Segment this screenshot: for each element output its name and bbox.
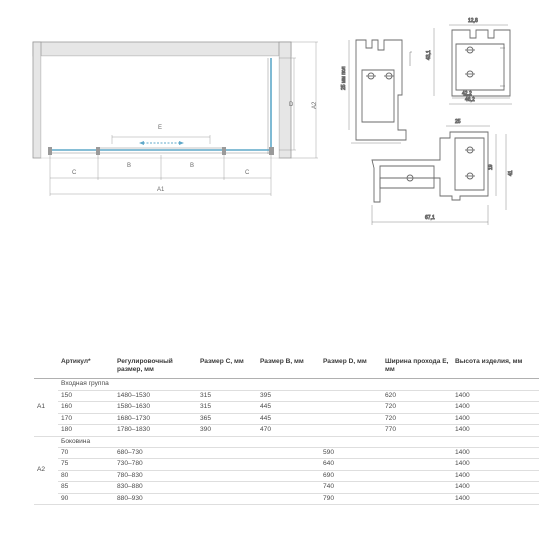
cell [382,459,452,470]
table-row [34,390,539,401]
cell [197,482,257,493]
cell: 90 [58,493,114,504]
cell: 690 [320,470,382,481]
cell [197,470,257,481]
header-height: Высота изделия, мм [455,358,523,365]
cell: 160 [58,402,114,413]
table-row [34,482,539,493]
dim-43-1: 43,1 [426,50,432,60]
profile-top-right [426,18,512,104]
cell: 1680–1730 [114,413,197,424]
section-title: Боковина [58,436,539,447]
wall-top [33,42,291,56]
cell [257,447,320,458]
dim-41: 41 [508,170,514,176]
header-size-d: Размер D, мм [323,358,367,365]
cell: 1480–1530 [114,390,197,401]
cell: 445 [257,402,320,413]
cell: 1780–1830 [114,425,197,436]
cell: 1400 [452,425,539,436]
cell [197,447,257,458]
dim-19: 19 [488,164,494,170]
cell: 1400 [452,413,539,424]
dim-c-right: C [245,170,250,176]
cell: 1400 [452,390,539,401]
cell: 720 [382,413,452,424]
dim-floor-label: 25 мм пол [341,66,347,90]
cell [257,459,320,470]
cell: 590 [320,447,382,458]
plan-view [33,42,318,196]
cell: 770 [382,425,452,436]
wall-right [279,42,291,158]
cell [197,493,257,504]
cell: 1400 [452,402,539,413]
table-row [34,447,539,458]
dim-67-1: 67,1 [425,215,435,221]
cell: 365 [197,413,257,424]
cell: 80 [58,470,114,481]
table-row [34,413,539,424]
wall-left [33,42,41,158]
cell: 150 [58,390,114,401]
cell: 1400 [452,482,539,493]
cell: 75 [58,459,114,470]
cell: 85 [58,482,114,493]
group-label: A1 [34,379,58,436]
cell: 180 [58,425,114,436]
profile-bottom [372,119,514,225]
dim-25: 25 [455,119,461,125]
section-title-row [34,436,539,447]
header-width-e: Ширина прохода E, мм [385,358,449,374]
cell [320,390,382,401]
cell: 740 [320,482,382,493]
cell: 640 [320,459,382,470]
dim-a1-label: A1 [157,187,165,193]
table-header-row [34,355,539,379]
cell: 395 [257,390,320,401]
profile-top [341,40,412,143]
header-article: Артикул* [61,358,91,365]
dim-46-2: 46,2 [465,97,475,103]
dim-b-right: B [190,163,195,169]
header-size-b: Размер B, мм [260,358,304,365]
dim-c-left: C [72,170,77,176]
cell: 1400 [452,459,539,470]
cell: 680–730 [114,447,197,458]
header-size-c: Размер С, мм [200,358,244,365]
dim-12-8: 12,8 [468,18,478,24]
spec-table [34,355,539,505]
section-title-row [34,379,539,390]
dim-d-label: D [289,102,294,108]
table-row [34,402,539,413]
cell [320,425,382,436]
cell: 1400 [452,447,539,458]
cell: 70 [58,447,114,458]
cell: 880–930 [114,493,197,504]
cell [320,402,382,413]
tray-area [41,56,279,158]
cell: 720 [382,402,452,413]
table-row [34,493,539,504]
cell: 830–880 [114,482,197,493]
header-adjust: Регулировочный размер, мм [117,358,173,374]
cell [257,470,320,481]
header-group [34,355,58,379]
table-row [34,425,539,436]
cell: 445 [257,413,320,424]
cell: 790 [320,493,382,504]
table-row [34,459,539,470]
cell: 1400 [452,470,539,481]
cell: 1400 [452,493,539,504]
cell [197,459,257,470]
section-title: Входная группа [58,379,539,390]
cell: 390 [197,425,257,436]
dim-b-left: B [127,163,132,169]
cell [382,493,452,504]
cell: 315 [197,390,257,401]
cell: 780–830 [114,470,197,481]
cell: 170 [58,413,114,424]
cell [320,413,382,424]
cell [382,482,452,493]
cell [257,482,320,493]
cell: 1580–1630 [114,402,197,413]
cell: 730–780 [114,459,197,470]
cell: 470 [257,425,320,436]
group-label: A2 [34,436,58,504]
cell [382,470,452,481]
dim-a2-label: A2 [312,101,318,109]
dim-42-2: 42,2 [462,91,472,97]
cell: 315 [197,402,257,413]
spec-table-container [34,355,539,505]
table-row [34,470,539,481]
cell [382,447,452,458]
cell [257,493,320,504]
cell: 620 [382,390,452,401]
dim-e-label: E [158,125,163,131]
